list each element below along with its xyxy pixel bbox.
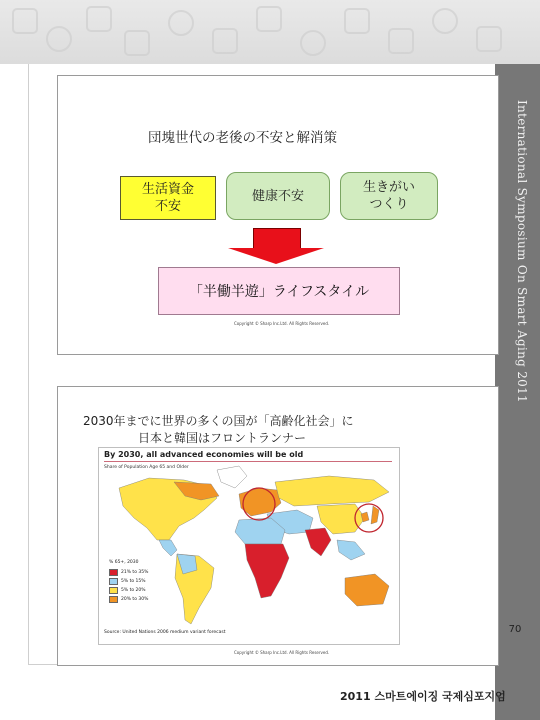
decorative-icon [86, 6, 112, 32]
header-band [0, 0, 540, 64]
concern-box-purpose: 生きがい つくり [340, 172, 438, 220]
map-region-japan [371, 506, 379, 524]
world-aging-map [98, 447, 400, 645]
arrow-head-icon [228, 248, 324, 264]
legend-swatch [109, 587, 118, 594]
legend-item [109, 577, 148, 586]
legend-swatch [109, 596, 118, 603]
map-region-africa [245, 544, 289, 598]
solution-text: 「半働半遊」ライフスタイル [188, 284, 370, 300]
concern-box-finance: 生活資金 不安 [120, 176, 216, 220]
map-subtitle: Share of Population Age 65 and Older [104, 465, 189, 470]
map-region-russia [275, 476, 389, 506]
decorative-icon [388, 28, 414, 54]
copyright-text: Copyright © Sharp Inc.Ltd. All Rights Reserved. [234, 321, 330, 326]
map-region-greenland [217, 466, 247, 488]
decorative-icon [476, 26, 502, 52]
slide-title-line-2: 日本と韓国はフロントランナー [138, 431, 307, 445]
map-source: Source: United Nations 2006 medium variant forecast [104, 630, 226, 635]
page-number: 70 [508, 624, 522, 635]
map-region-central-america [159, 540, 177, 556]
decorative-icon [12, 8, 38, 34]
decorative-icon [124, 30, 150, 56]
slide-2 [57, 386, 499, 666]
legend-label: 20% to 30% [121, 597, 149, 602]
map-region-southeast-asia [337, 540, 365, 560]
legend-swatch [109, 578, 118, 585]
concern-box-health: 健康不安 [226, 172, 330, 220]
legend-item [109, 568, 148, 577]
decorative-icon [256, 6, 282, 32]
legend-item [109, 586, 148, 595]
decorative-icon [212, 28, 238, 54]
footer-text: 2011 스마트에이징 국제심포지엄 [340, 690, 506, 703]
legend-title: % 65+, 2030 [109, 560, 139, 565]
decorative-icon [168, 10, 194, 36]
slide-1 [57, 75, 499, 355]
legend-label: 21% to 35% [121, 570, 149, 575]
solution-box [158, 267, 400, 315]
map-region-australia [345, 574, 389, 606]
copyright-text: Copyright © Sharp Inc.Ltd. All Rights Reserved. [234, 650, 330, 655]
decorative-icon [432, 8, 458, 34]
decorative-icon [46, 26, 72, 52]
legend-label: 5% to 20% [121, 588, 146, 593]
decorative-icon [300, 30, 326, 56]
map-region-south-asia [305, 528, 331, 556]
slide-title: 団塊世代の老後の不安と解消策 [148, 130, 337, 146]
down-arrow-icon [253, 228, 301, 250]
legend-item [109, 595, 148, 604]
map-headline: By 2030, all advanced economies will be old [104, 450, 304, 459]
divider [28, 64, 29, 664]
legend-label: 5% to 15% [121, 579, 146, 584]
slide-title-line-1: 2030年までに世界の多くの国が「高齢化社会」に [83, 414, 354, 428]
legend-swatch [109, 569, 118, 576]
decorative-icon [344, 8, 370, 34]
world-map-graphic [99, 448, 399, 644]
map-legend [109, 560, 148, 604]
symposium-side-title: International Symposium On Smart Aging 2011 [515, 100, 529, 403]
